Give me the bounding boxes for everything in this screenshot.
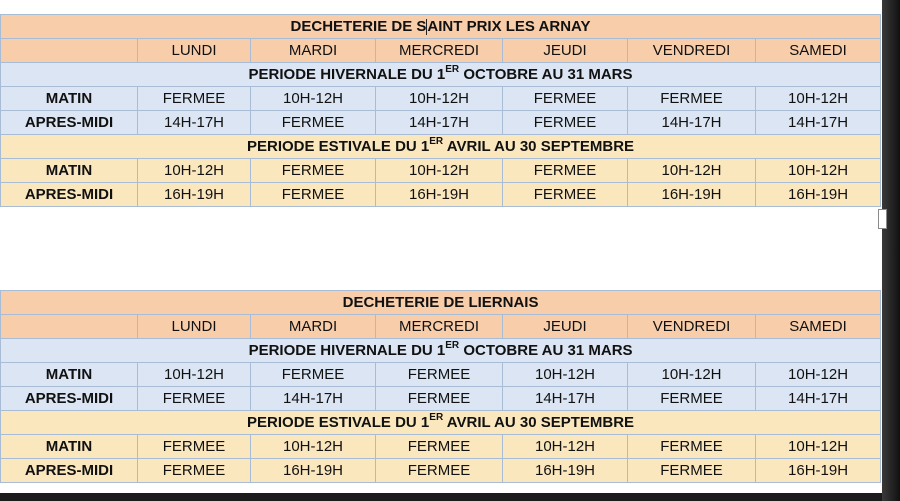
hours-cell: 10H-12H (756, 87, 881, 111)
hours-cell: 10H-12H (628, 363, 756, 387)
table-row (1, 435, 881, 459)
hours-cell: FERMEE (138, 387, 251, 411)
hours-cell: 10H-12H (138, 363, 251, 387)
hours-cell: 16H-19H (503, 459, 628, 483)
hours-cell: 16H-19H (628, 183, 756, 207)
hours-cell: 14H-17H (628, 111, 756, 135)
hours-cell: FERMEE (376, 459, 503, 483)
hours-cell: 14H-17H (756, 111, 881, 135)
hours-cell: 10H-12H (376, 159, 503, 183)
day-header: MERCREDI (376, 39, 503, 63)
table-row (1, 459, 881, 483)
hours-cell: 16H-19H (251, 459, 376, 483)
hours-cell: 14H-17H (376, 111, 503, 135)
hours-cell: 14H-17H (251, 387, 376, 411)
hours-cell: 16H-19H (376, 183, 503, 207)
hours-cell: FERMEE (628, 459, 756, 483)
hours-cell: 10H-12H (756, 363, 881, 387)
hours-cell: 16H-19H (756, 183, 881, 207)
corner-cell (1, 315, 138, 339)
hours-cell: FERMEE (251, 111, 376, 135)
hours-cell: FERMEE (138, 87, 251, 111)
hours-cell: 10H-12H (756, 435, 881, 459)
row-label: MATIN (1, 435, 138, 459)
day-header: SAMEDI (756, 39, 881, 63)
window-edge (882, 0, 900, 501)
hours-cell: 10H-12H (628, 159, 756, 183)
day-header: VENDREDI (628, 315, 756, 339)
row-label: APRES-MIDI (1, 387, 138, 411)
schedule-table-saint-prix (0, 14, 881, 207)
hours-cell: FERMEE (628, 387, 756, 411)
table-row (1, 387, 881, 411)
hours-cell: FERMEE (376, 387, 503, 411)
day-header: JEUDI (503, 315, 628, 339)
hours-cell: FERMEE (138, 459, 251, 483)
day-header: VENDREDI (628, 39, 756, 63)
hours-cell: 14H-17H (756, 387, 881, 411)
hours-cell: 14H-17H (503, 387, 628, 411)
table-row (1, 363, 881, 387)
hours-cell: FERMEE (251, 363, 376, 387)
row-label: APRES-MIDI (1, 459, 138, 483)
summer-period-heading: PERIODE ESTIVALE DU 1ER AVRIL AU 30 SEPTEMBRE (1, 135, 881, 159)
hours-cell: 10H-12H (251, 87, 376, 111)
day-header: SAMEDI (756, 315, 881, 339)
hours-cell: 10H-12H (503, 435, 628, 459)
hours-cell: FERMEE (376, 435, 503, 459)
hours-cell: 16H-19H (138, 183, 251, 207)
resize-handle[interactable] (878, 209, 887, 229)
corner-cell (1, 39, 138, 63)
hours-cell: 10H-12H (251, 435, 376, 459)
hours-cell: 10H-12H (503, 363, 628, 387)
hours-cell: FERMEE (503, 87, 628, 111)
row-label: APRES-MIDI (1, 183, 138, 207)
row-label: MATIN (1, 87, 138, 111)
table-title: DECHETERIE DE LIERNAIS (1, 291, 881, 315)
winter-period-heading: PERIODE HIVERNALE DU 1ER OCTOBRE AU 31 MARS (1, 63, 881, 87)
day-header: LUNDI (138, 315, 251, 339)
day-header: MERCREDI (376, 315, 503, 339)
hours-cell: 10H-12H (756, 159, 881, 183)
table-title: DECHETERIE DE SAINT PRIX LES ARNAY (1, 15, 881, 39)
hours-cell: FERMEE (503, 183, 628, 207)
hours-cell: FERMEE (251, 183, 376, 207)
hours-cell: FERMEE (138, 435, 251, 459)
schedule-table-liernais (0, 290, 881, 483)
hours-cell: FERMEE (251, 159, 376, 183)
day-header: MARDI (251, 315, 376, 339)
hours-cell: FERMEE (503, 111, 628, 135)
day-header: LUNDI (138, 39, 251, 63)
hours-cell: FERMEE (503, 159, 628, 183)
summer-period-heading: PERIODE ESTIVALE DU 1ER AVRIL AU 30 SEPTEMBRE (1, 411, 881, 435)
hours-cell: FERMEE (376, 363, 503, 387)
hours-cell: 10H-12H (138, 159, 251, 183)
hours-cell: 10H-12H (376, 87, 503, 111)
table-row (1, 111, 881, 135)
day-header: JEUDI (503, 39, 628, 63)
hours-cell: FERMEE (628, 87, 756, 111)
table-row (1, 87, 881, 111)
table-row (1, 159, 881, 183)
row-label: MATIN (1, 159, 138, 183)
row-label: MATIN (1, 363, 138, 387)
day-header: MARDI (251, 39, 376, 63)
hours-cell: FERMEE (628, 435, 756, 459)
hours-cell: 14H-17H (138, 111, 251, 135)
row-label: APRES-MIDI (1, 111, 138, 135)
table-row (1, 183, 881, 207)
hours-cell: 16H-19H (756, 459, 881, 483)
winter-period-heading: PERIODE HIVERNALE DU 1ER OCTOBRE AU 31 MARS (1, 339, 881, 363)
